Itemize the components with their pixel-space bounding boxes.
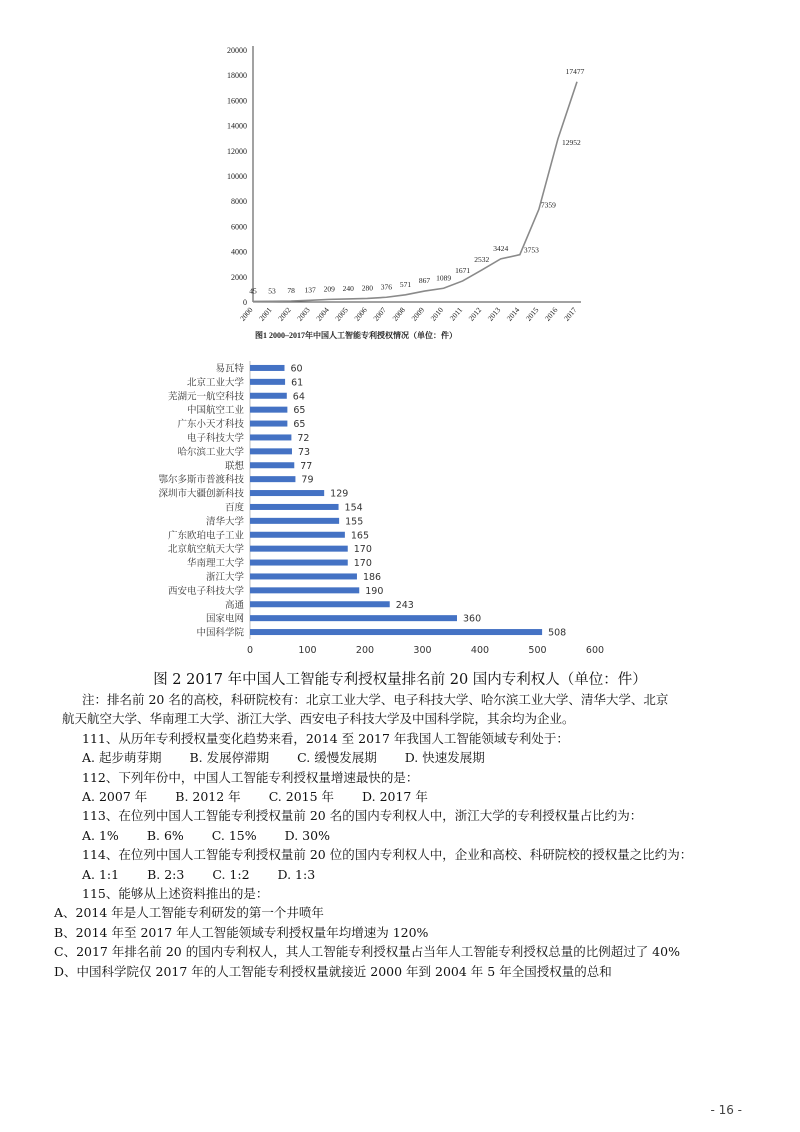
data-label: 137 — [304, 285, 316, 295]
data-label: 65 — [293, 405, 306, 417]
question-113: 113、在位列中国人工智能专利授权量前 20 名的国内专利权人中，浙江大学的专利授权量占比约为： — [82, 808, 643, 824]
x-tick-label: 2011 — [447, 305, 465, 323]
x-tick-label: 2015 — [523, 305, 541, 323]
category-label: 高通 — [224, 599, 244, 611]
bar — [250, 504, 339, 510]
option: B. 2012 年 — [175, 789, 241, 805]
option: D. 30% — [284, 827, 330, 843]
x-tick-label: 200 — [355, 645, 375, 656]
data-label: 65 — [293, 419, 306, 431]
x-tick-label: 2005 — [333, 305, 350, 323]
x-tick-label: 2006 — [352, 305, 369, 323]
data-label: 78 — [287, 286, 295, 296]
category-label: 中国航空工业 — [186, 405, 244, 417]
data-label: 186 — [362, 571, 382, 583]
data-label: 77 — [300, 460, 313, 472]
y-tick-label: 4000 — [231, 247, 247, 257]
option: A. 1:1 — [82, 866, 120, 882]
option-115-b: B、2014 年至 2017 年人工智能领域专利授权量年均增速为 120% — [54, 924, 429, 940]
x-tick-label: 100 — [298, 645, 317, 656]
y-tick-label: 0 — [243, 298, 247, 307]
bar — [250, 434, 291, 440]
x-tick-label: 2010 — [428, 305, 446, 323]
x-tick-label: 2002 — [276, 305, 293, 323]
data-label: 165 — [350, 530, 370, 542]
data-label: 1089 — [436, 273, 452, 283]
y-tick-label: 8000 — [231, 197, 247, 207]
category-label: 西安电子科技大学 — [167, 585, 244, 597]
data-label: 17477 — [565, 66, 585, 76]
data-label: 867 — [418, 276, 431, 286]
x-tick-label: 2016 — [542, 305, 560, 323]
option: A. 1% — [82, 827, 119, 843]
option-115-c: C、2017 年排名前 20 的国内专利权人，其人工智能专利授权量占当年人工智能专利授权总量的比例超过了 40% — [54, 944, 680, 960]
data-label: 64 — [292, 391, 305, 403]
x-tick-label: 2014 — [504, 305, 522, 323]
data-label: 7359 — [540, 200, 556, 210]
data-label: 508 — [548, 627, 567, 639]
option: C. 15% — [211, 827, 257, 843]
options-113 — [62, 826, 762, 845]
y-tick-label: 6000 — [231, 222, 247, 232]
question-112: 112、下列年份中，中国人工智能专利授权量增速最快的是： — [82, 769, 419, 785]
data-label: 209 — [323, 284, 335, 294]
bar — [250, 629, 542, 635]
option: C. 1:2 — [212, 866, 250, 882]
x-tick-label: 400 — [470, 645, 490, 656]
note-line-2: 航天航空大学、华南理工大学、浙江大学、西安电子科技大学及中国科学院，其余均为企业。 — [62, 711, 575, 727]
x-tick-label: 2008 — [390, 305, 408, 323]
x-tick-label: 2017 — [561, 305, 579, 323]
data-label: 1671 — [455, 265, 471, 275]
x-tick-label: 2004 — [314, 305, 331, 323]
data-label: 154 — [344, 502, 363, 514]
data-label: 72 — [297, 432, 310, 444]
x-tick-label: 600 — [585, 645, 605, 656]
category-label: 华南理工大学 — [186, 558, 244, 570]
bar — [250, 546, 348, 552]
category-label: 哈尔滨工业大学 — [177, 446, 244, 458]
data-label: 79 — [301, 474, 314, 486]
category-label: 北京航空航天大学 — [167, 544, 244, 556]
chart1-caption: 图1 2000–2017年中国人工智能专利授权情况（单位：件） — [255, 331, 457, 340]
bar — [250, 587, 359, 593]
category-label: 北京工业大学 — [186, 377, 244, 389]
question-115: 115、能够从上述资料推出的是： — [82, 886, 269, 902]
chart2-caption: 图 2 2017 年中国人工智能专利授权量排名前 20 国内专利权人（单位：件） — [153, 672, 647, 688]
data-label: 155 — [345, 516, 364, 528]
options-112 — [62, 787, 762, 806]
x-tick-label: 2013 — [485, 305, 503, 323]
data-label: 170 — [353, 544, 372, 556]
option: B. 6% — [146, 827, 184, 843]
option: D. 快速发展期 — [404, 750, 485, 766]
data-label: 2532 — [474, 255, 490, 265]
x-tick-label: 2001 — [257, 305, 274, 323]
note-line-1: 注：排名前 20 名的高校，科研院校有：北京工业大学、电子科技大学、哈尔滨工业大学、清华大学、北京 — [82, 692, 669, 707]
y-tick-label: 12000 — [227, 146, 247, 156]
bar — [250, 490, 324, 496]
data-label: 170 — [353, 558, 372, 570]
data-label: 190 — [365, 585, 384, 597]
bar — [250, 407, 287, 413]
data-label: 280 — [361, 283, 373, 293]
bar — [250, 518, 339, 524]
option: C. 缓慢发展期 — [297, 750, 377, 766]
x-tick-label: 2000 — [237, 305, 255, 323]
bar — [250, 421, 287, 427]
bar — [250, 573, 357, 579]
bar — [250, 560, 348, 566]
x-tick-label: 2009 — [409, 305, 427, 323]
category-label: 鄂尔多斯市普渡科技 — [158, 474, 244, 486]
option: A. 起步萌芽期 — [82, 750, 162, 766]
category-label: 百度 — [224, 502, 244, 514]
option: B. 2:3 — [147, 866, 185, 882]
options-111 — [62, 748, 762, 767]
question-114: 114、在位列中国人工智能专利授权量前 20 位的国内专利权人中，企业和高校、科研院校的授权量之比约为： — [82, 847, 693, 863]
bar — [250, 601, 390, 607]
data-label: 45 — [249, 286, 257, 296]
data-label: 360 — [463, 613, 482, 625]
option: C. 2015 年 — [268, 789, 335, 805]
bar — [250, 379, 285, 385]
data-label: 3753 — [523, 245, 539, 255]
data-label: 376 — [380, 282, 393, 292]
x-tick-label: 500 — [528, 645, 547, 656]
y-tick-label: 18000 — [227, 71, 247, 81]
category-label: 浙江大学 — [205, 571, 244, 583]
data-label: 61 — [291, 377, 304, 389]
option: B. 发展停滞期 — [189, 750, 270, 766]
question-111: 111、从历年专利授权量变化趋势来看，2014 至 2017 年我国人工智能领域专利处于： — [82, 730, 569, 746]
category-label: 易瓦特 — [215, 363, 244, 375]
category-label: 深圳市大疆创新科技 — [158, 488, 244, 500]
y-tick-label: 20000 — [227, 46, 247, 55]
bar — [250, 365, 285, 371]
series-line — [253, 82, 577, 302]
category-label: 清华大学 — [205, 516, 244, 528]
data-label: 12952 — [561, 137, 581, 147]
data-label: 240 — [342, 283, 354, 293]
y-tick-label: 2000 — [231, 272, 247, 282]
x-tick-label: 2012 — [466, 305, 484, 323]
data-label: 129 — [330, 488, 349, 500]
data-label: 243 — [395, 599, 414, 611]
bar — [250, 532, 345, 538]
bar — [250, 476, 295, 482]
x-tick-label: 300 — [413, 645, 432, 656]
data-label: 571 — [399, 279, 412, 289]
y-tick-label: 16000 — [227, 96, 247, 106]
option: A. 2007 年 — [82, 789, 148, 805]
category-label: 国家电网 — [205, 613, 244, 625]
options-114 — [62, 865, 762, 884]
bar — [250, 448, 292, 454]
question-text — [54, 690, 762, 981]
category-label: 广东小天才科技 — [177, 419, 244, 431]
bar — [250, 462, 294, 468]
bar — [250, 615, 457, 621]
page-number: - 16 - — [710, 1103, 742, 1117]
x-tick-label: 2003 — [295, 305, 312, 323]
option: D. 1:3 — [277, 866, 316, 882]
category-label: 中国科学院 — [196, 627, 244, 639]
x-tick-label: 0 — [246, 645, 254, 656]
y-tick-label: 10000 — [227, 172, 247, 181]
data-label: 3424 — [493, 243, 509, 253]
category-label: 电子科技大学 — [186, 432, 244, 444]
bar — [250, 393, 287, 399]
bar-chart-top20 — [130, 355, 690, 660]
data-label: 60 — [290, 363, 303, 375]
option-115-a: A、2014 年是人工智能专利研发的第一个井喷年 — [54, 905, 324, 921]
option: D. 2017 年 — [362, 789, 428, 805]
data-label: 73 — [297, 446, 311, 458]
category-label: 联想 — [224, 460, 244, 472]
option-115-d: D、中国科学院仅 2017 年的人工智能专利授权量就接近 2000 年到 2004 年 5 年全国授权量的总和 — [54, 963, 612, 979]
data-label: 53 — [268, 286, 276, 296]
category-label: 芜湖元一航空科技 — [167, 391, 244, 403]
x-tick-label: 2007 — [371, 305, 388, 323]
y-tick-label: 14000 — [227, 121, 247, 131]
category-label: 广东欧珀电子工业 — [167, 530, 244, 542]
line-chart-patents — [215, 35, 595, 345]
